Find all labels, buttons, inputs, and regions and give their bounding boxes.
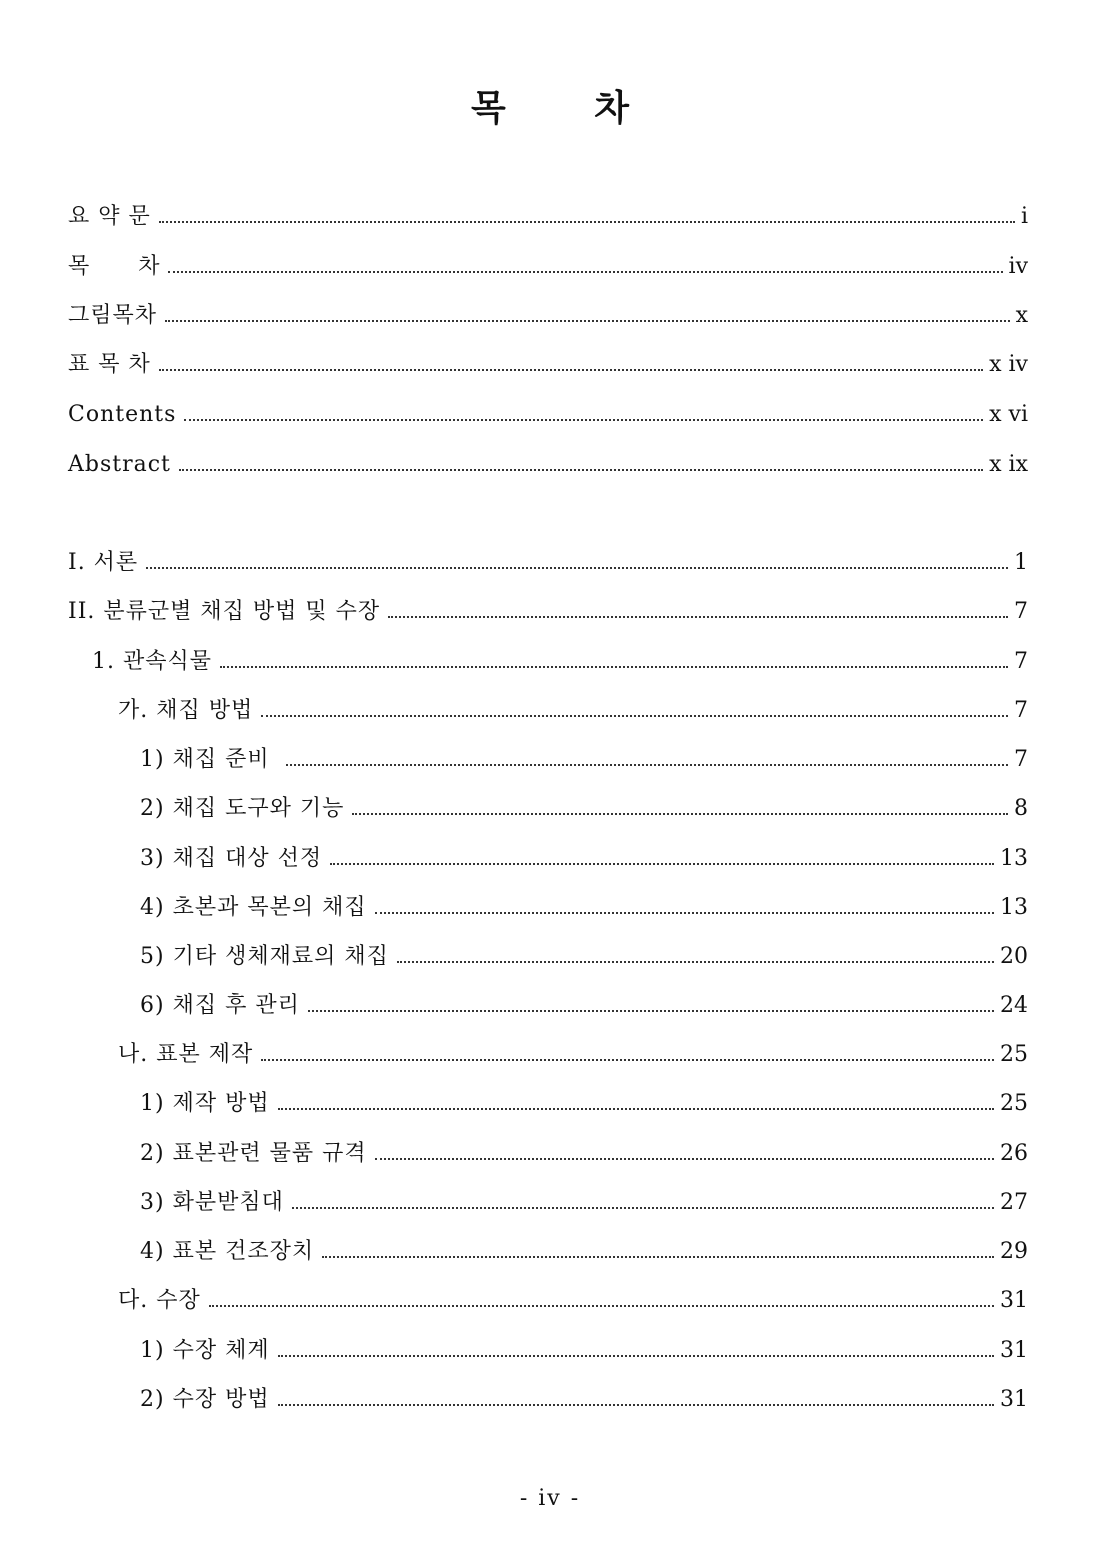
- toc-entry-page: 8: [1014, 796, 1028, 821]
- toc-entry-page: 7: [1014, 747, 1028, 772]
- page-number-footer: - iv -: [519, 1486, 581, 1511]
- toc-entry[interactable]: [140, 1332, 1028, 1366]
- toc-entry-page: 25: [1000, 1091, 1028, 1116]
- dot-leader: [292, 1207, 994, 1209]
- toc-entry[interactable]: [68, 593, 1028, 627]
- toc-entry[interactable]: [140, 938, 1028, 972]
- toc-entry[interactable]: [140, 790, 1028, 824]
- dot-leader: [286, 764, 1008, 766]
- toc-entry-label: 나. 표본 제작: [118, 1042, 254, 1067]
- toc-entry[interactable]: [140, 1135, 1028, 1169]
- toc-entry-label: 3) 채집 대상 선정: [140, 846, 323, 871]
- dot-leader: [278, 1355, 994, 1357]
- dot-leader: [165, 320, 1010, 322]
- toc-entry-label: 2) 수장 방법: [140, 1387, 270, 1412]
- dot-leader: [220, 666, 1008, 668]
- toc-entry-label: II. 분류군별 채집 방법 및 수장: [68, 599, 381, 624]
- dot-leader: [146, 567, 1008, 569]
- toc-entry[interactable]: [140, 1381, 1028, 1415]
- toc-entry-label: 2) 표본관련 물품 규격: [140, 1141, 367, 1166]
- dot-leader: [278, 1108, 994, 1110]
- toc-entry-table-list[interactable]: [68, 346, 1028, 380]
- dot-leader: [375, 912, 994, 914]
- page-title: 목 차: [470, 88, 668, 129]
- dot-leader: [330, 863, 994, 865]
- toc-entry-label: 5) 기타 생체재료의 채집: [140, 944, 389, 969]
- toc-entry-label: 2) 채집 도구와 기능: [140, 796, 345, 821]
- toc-entry-page: iv: [1008, 254, 1028, 279]
- toc-entry[interactable]: [140, 1233, 1028, 1267]
- toc-entry[interactable]: [118, 1036, 1028, 1070]
- toc-entry-page: 27: [1000, 1190, 1028, 1215]
- toc-entry-page: 25: [1000, 1042, 1028, 1067]
- toc-entry[interactable]: [140, 741, 1028, 775]
- toc-entry-label: 1) 수장 체계: [140, 1338, 270, 1363]
- toc-entry-page: x: [1015, 303, 1028, 328]
- dot-leader: [375, 1158, 994, 1160]
- toc-entry[interactable]: [140, 1184, 1028, 1218]
- toc-entry-page: 7: [1014, 649, 1028, 674]
- toc-entry-label: 다. 수장: [118, 1288, 201, 1313]
- toc-entry-page: 1: [1014, 550, 1028, 575]
- toc-entry-page: 26: [1000, 1141, 1028, 1166]
- toc-entry-label: 4) 초본과 목본의 채집: [140, 895, 367, 920]
- toc-entry-abstract[interactable]: [68, 446, 1028, 480]
- dot-leader: [352, 813, 1008, 815]
- toc-entry-label: 1. 관속식물: [92, 649, 212, 674]
- toc-entry[interactable]: [118, 692, 1028, 726]
- toc-entry-page: i: [1020, 204, 1028, 229]
- toc-entry-summary[interactable]: [68, 198, 1028, 232]
- toc-entry-page: 13: [1000, 895, 1028, 920]
- dot-leader: [388, 616, 1008, 618]
- toc-entry-page: x vi: [989, 402, 1028, 427]
- dot-leader: [184, 419, 983, 421]
- toc-entry-label: Abstract: [68, 452, 171, 477]
- toc-entry-contents[interactable]: [68, 248, 1028, 282]
- toc-entry-label: 목 차: [68, 254, 161, 279]
- dot-leader: [261, 1059, 994, 1061]
- dot-leader: [159, 221, 1015, 223]
- toc-entry-page: x iv: [989, 352, 1028, 377]
- toc-entry[interactable]: [140, 840, 1028, 874]
- toc-entry-label: 1) 제작 방법: [140, 1091, 270, 1116]
- toc-entry-page: 20: [1000, 944, 1028, 969]
- toc-entry[interactable]: [140, 889, 1028, 923]
- toc-entry-page: 31: [1000, 1288, 1028, 1313]
- toc-entry-label: 4) 표본 건조장치: [140, 1239, 315, 1264]
- toc-entry-page: 7: [1014, 698, 1028, 723]
- toc-entry-label: 가. 채집 방법: [118, 698, 254, 723]
- toc-entry-label: 3) 화분받침대: [140, 1190, 284, 1215]
- toc-entry-label: Contents: [68, 402, 177, 427]
- toc-entry[interactable]: [92, 643, 1028, 677]
- toc-entry-page: x ix: [989, 452, 1028, 477]
- dot-leader: [397, 961, 994, 963]
- toc-entry[interactable]: [140, 987, 1028, 1021]
- toc-entry-english-contents[interactable]: [68, 396, 1028, 430]
- toc-entry-label: 1) 채집 준비: [140, 747, 278, 772]
- toc-entry-page: 13: [1000, 846, 1028, 871]
- dot-leader: [322, 1256, 994, 1258]
- toc-entry-label: 표 목 차: [68, 352, 151, 377]
- dot-leader: [308, 1010, 994, 1012]
- dot-leader: [168, 271, 1002, 273]
- toc-entry-page: 24: [1000, 993, 1028, 1018]
- toc-entry[interactable]: [140, 1085, 1028, 1119]
- dot-leader: [261, 715, 1008, 717]
- toc-entry-label: 요 약 문: [68, 204, 151, 229]
- toc-entry[interactable]: [68, 544, 1028, 578]
- toc-entry-page: 31: [1000, 1387, 1028, 1412]
- toc-entry-label: I. 서론: [68, 550, 139, 575]
- dot-leader: [209, 1305, 994, 1307]
- dot-leader: [278, 1404, 994, 1406]
- toc-entry[interactable]: [118, 1282, 1028, 1316]
- dot-leader: [159, 369, 983, 371]
- toc-entry-figure-list[interactable]: [68, 297, 1028, 331]
- toc-entry-label: 6) 채집 후 관리: [140, 993, 300, 1018]
- dot-leader: [179, 469, 983, 471]
- toc-entry-page: 7: [1014, 599, 1028, 624]
- toc-entry-page: 31: [1000, 1338, 1028, 1363]
- toc-entry-page: 29: [1000, 1239, 1028, 1264]
- toc-entry-label: 그림목차: [68, 303, 158, 328]
